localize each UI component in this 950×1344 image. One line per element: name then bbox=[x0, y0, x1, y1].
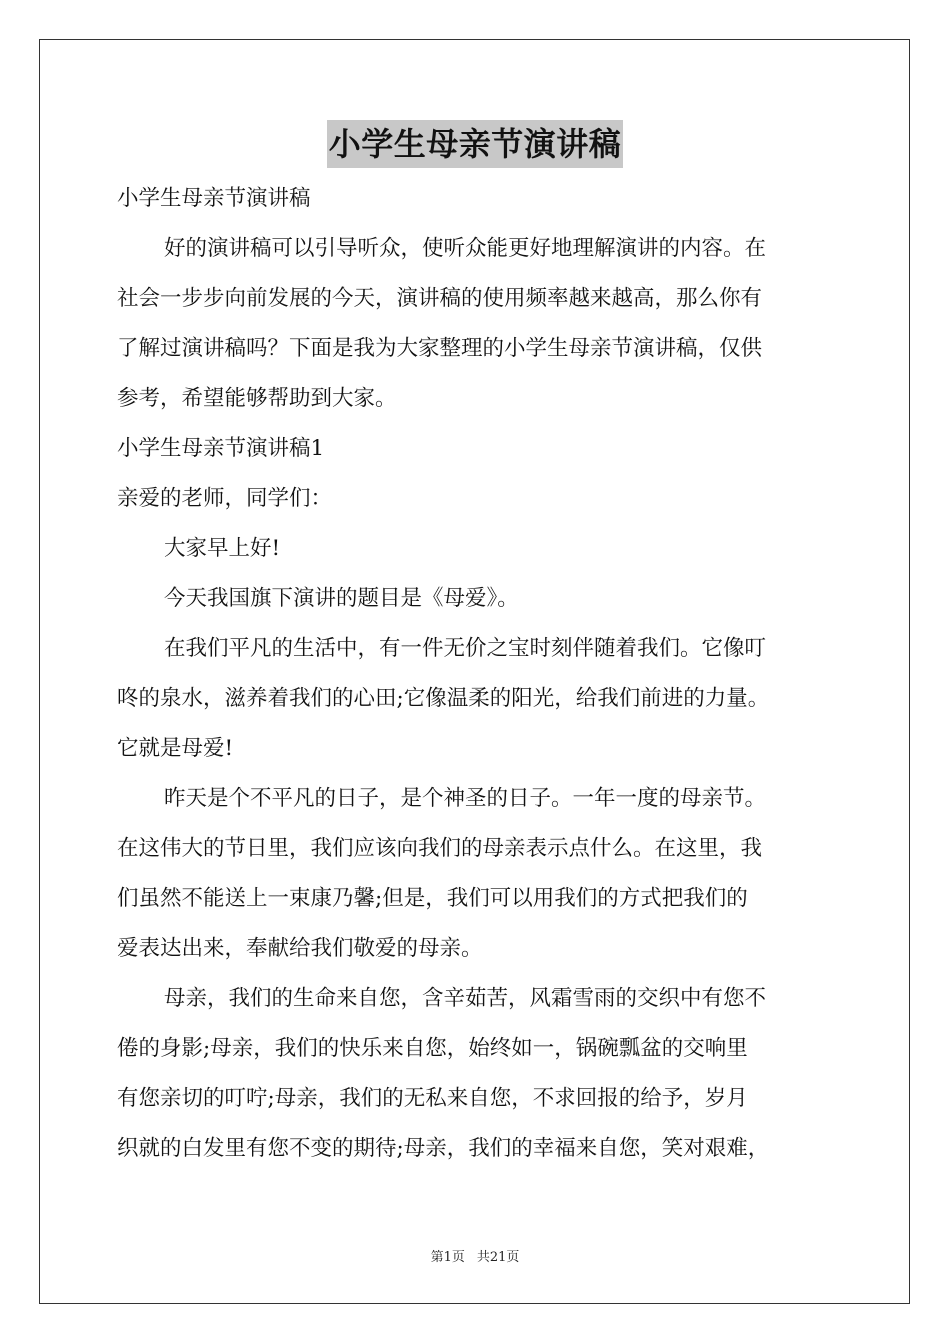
page-footer bbox=[0, 1246, 950, 1265]
paragraph-line: 今天我国旗下演讲的题目是《母爱》。 bbox=[164, 586, 519, 611]
page-number: 第1页 bbox=[430, 1250, 465, 1265]
paragraph-line: 昨天是个不平凡的日子，是个神圣的日子。一年一度的母亲节。 bbox=[164, 786, 767, 811]
paragraph-line: 了解过演讲稿吗？下面是我为大家整理的小学生母亲节演讲稿，仅供 bbox=[117, 336, 763, 361]
paragraph-line: 们虽然不能送上一束康乃馨;但是，我们可以用我们的方式把我们的 bbox=[117, 886, 748, 911]
paragraph-line: 在这伟大的节日里，我们应该向我们的母亲表示点什么。在这里，我 bbox=[117, 836, 763, 861]
paragraph-line: 参考，希望能够帮助到大家。 bbox=[117, 386, 397, 411]
paragraph-line: 大家早上好! bbox=[164, 536, 281, 561]
paragraph-line: 它就是母爱! bbox=[117, 736, 234, 761]
paragraph-line: 在我们平凡的生活中，有一件无价之宝时刻伴随着我们。它像叮 bbox=[164, 636, 767, 661]
title-container bbox=[0, 120, 950, 168]
paragraph-line: 好的演讲稿可以引导听众，使听众能更好地理解演讲的内容。在 bbox=[164, 236, 767, 261]
paragraph-line: 小学生母亲节演讲稿1 bbox=[117, 436, 325, 461]
paragraph-line: 母亲，我们的生命来自您，含辛茹苦，风霜雪雨的交织中有您不 bbox=[164, 986, 767, 1011]
page-total: 共21页 bbox=[476, 1250, 520, 1265]
document-body bbox=[117, 174, 847, 1174]
paragraph-line: 咚的泉水，滋养着我们的心田;它像温柔的阳光，给我们前进的力量。 bbox=[117, 686, 770, 711]
paragraph-line: 社会一步步向前发展的今天，演讲稿的使用频率越来越高，那么你有 bbox=[117, 286, 763, 311]
paragraph-line: 亲爱的老师，同学们： bbox=[117, 486, 333, 511]
paragraph-line: 倦的身影;母亲，我们的快乐来自您，始终如一，锅碗瓢盆的交响里 bbox=[117, 1036, 748, 1061]
document-title: 小学生母亲节演讲稿 bbox=[327, 120, 624, 168]
paragraph-line: 有您亲切的叮咛;母亲，我们的无私来自您，不求回报的给予，岁月 bbox=[117, 1086, 748, 1111]
paragraph-line: 爱表达出来，奉献给我们敬爱的母亲。 bbox=[117, 936, 483, 961]
paragraph-line: 织就的白发里有您不变的期待;母亲，我们的幸福来自您，笑对艰难， bbox=[117, 1136, 770, 1161]
paragraph-line: 小学生母亲节演讲稿 bbox=[117, 186, 311, 211]
